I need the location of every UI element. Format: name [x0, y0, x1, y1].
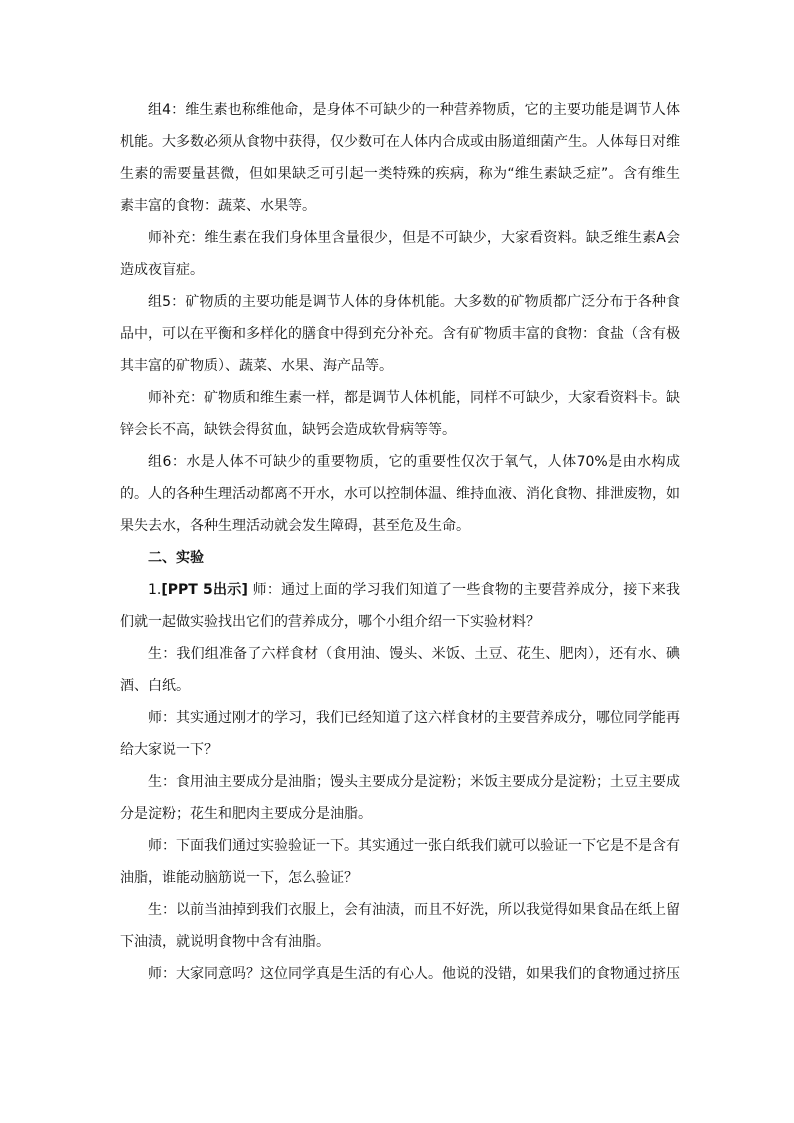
document-body: [120, 94, 680, 990]
dialogue-line: 生：食用油主要成分是油脂；馒头主要成分是淀粉；米饭主要成分是淀粉；土豆主要成分是淀粉；花生和肥肉主要成分是油脂。: [120, 774, 680, 822]
dialogue-line: 生：以前当油掉到我们衣服上，会有油渍，而且不好洗，所以我觉得如果食品在纸上留下油渍，就说明食物中含有油脂。: [120, 902, 680, 950]
section-heading-experiment: 二、实验: [148, 550, 204, 566]
paragraph-group5-minerals: 组5：矿物质的主要功能是调节人体的身体机能。大多数的矿物质都广泛分布于各种食品中，可以在平衡和多样化的膳食中得到充分补充。含有矿物质丰富的食物：食盐（含有极其丰富的矿物质）、蔬菜、水果、海产品等。: [120, 294, 680, 374]
experiment-item-1: [120, 574, 680, 638]
paragraph-group6-water: 组6：水是人体不可缺少的重要物质，它的重要性仅次于氧气，人体70%是由水构成的。人的各种生理活动都离不开水，水可以控制体温、维持血液、消化食物、排泄废物，如果失去水，各种生理活动就会发生障碍，甚至危及生命。: [120, 454, 680, 534]
ppt-tag: [PPT 5出示]: [161, 582, 248, 598]
dialogue-line: 师：其实通过刚才的学习，我们已经知道了这六样食材的主要营养成分，哪位同学能再给大家说一下？: [120, 710, 680, 758]
dialogue-line: 师：大家同意吗？这位同学真是生活的有心人。他说的没错，如果我们的食物通过挤压: [148, 966, 680, 982]
dialogue-line: 师：下面我们通过实验验证一下。其实通过一张白纸我们就可以验证一下它是不是含有油脂，谁能动脑筋说一下，怎么验证？: [120, 838, 680, 886]
experiment-item-text: 师：通过上面的学习我们知道了一些食物的主要营养成分，接下来我们就一起做实验找出它们的营养成分，哪个小组介绍一下实验材料？: [120, 582, 681, 630]
paragraph-teacher-vitamins: 师补充：维生素在我们身体里含量很少，但是不可缺少，大家看资料。缺乏维生素A会造成夜盲症。: [120, 230, 680, 278]
dialogue-line: 生：我们组准备了六样食材（食用油、馒头、米饭、土豆、花生、肥肉），还有水、碘酒、白纸。: [120, 646, 680, 694]
experiment-item-number: 1.: [148, 582, 162, 598]
paragraph-group4-vitamins: 组4：维生素也称维他命，是身体不可缺少的一种营养物质，它的主要功能是调节人体机能。大多数必须从食物中获得，仅少数可在人体内合成或由肠道细菌产生。人体每日对维生素的需要量甚微，但如果缺乏可引起一类特殊的疾病，称为“维生素缺乏症”。含有维生素丰富的食物：蔬菜、水果等。: [120, 102, 680, 214]
paragraph-teacher-minerals: 师补充：矿物质和维生素一样，都是调节人体机能，同样不可缺少，大家看资料卡。缺锌会长不高，缺铁会得贫血，缺钙会造成软骨病等等。: [120, 390, 680, 438]
